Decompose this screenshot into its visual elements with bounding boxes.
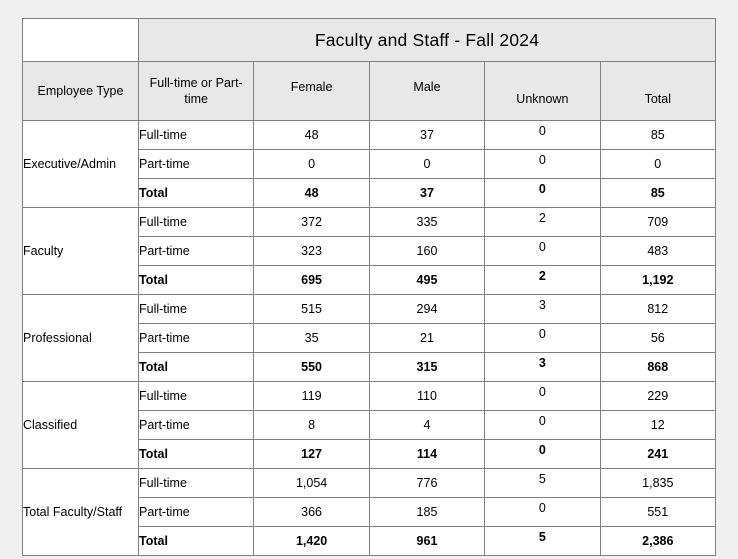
cell-male: 185 xyxy=(369,498,484,527)
cell-male: 114 xyxy=(369,440,484,469)
row-label-ft-pt: Full-time xyxy=(139,382,254,411)
cell-total: 229 xyxy=(600,382,715,411)
group-label: Professional xyxy=(23,295,139,382)
group-label: Classified xyxy=(23,382,139,469)
table-row xyxy=(23,295,716,324)
cell-female: 0 xyxy=(254,150,369,179)
column-header-unknown xyxy=(485,62,600,121)
cell-female: 8 xyxy=(254,411,369,440)
column-header-female-label: Female xyxy=(290,79,333,94)
cell-unknown-value: 5 xyxy=(538,530,546,544)
cell-unknown xyxy=(485,237,600,266)
cell-male: 37 xyxy=(369,179,484,208)
cell-total: 483 xyxy=(600,237,715,266)
group-label: Faculty xyxy=(23,208,139,295)
cell-total: 1,192 xyxy=(600,266,715,295)
cell-female: 366 xyxy=(254,498,369,527)
cell-female: 550 xyxy=(254,353,369,382)
cell-unknown xyxy=(485,498,600,527)
column-header-total-label: Total xyxy=(644,91,671,106)
row-label-ft-pt: Part-time xyxy=(139,237,254,266)
cell-total: 868 xyxy=(600,353,715,382)
row-label-ft-pt: Total xyxy=(139,179,254,208)
faculty-staff-table xyxy=(22,18,716,556)
cell-total: 241 xyxy=(600,440,715,469)
column-header-male xyxy=(369,62,484,121)
cell-unknown xyxy=(485,353,600,382)
column-header-unknown-label: Unknown xyxy=(516,91,569,106)
cell-total: 709 xyxy=(600,208,715,237)
row-label-ft-pt: Total xyxy=(139,527,254,556)
cell-female: 1,054 xyxy=(254,469,369,498)
row-label-ft-pt: Part-time xyxy=(139,411,254,440)
cell-female: 323 xyxy=(254,237,369,266)
cell-male: 776 xyxy=(369,469,484,498)
cell-male: 961 xyxy=(369,527,484,556)
row-label-ft-pt: Total xyxy=(139,440,254,469)
row-label-ft-pt: Full-time xyxy=(139,295,254,324)
cell-unknown-value: 0 xyxy=(538,414,546,428)
cell-total: 812 xyxy=(600,295,715,324)
row-label-ft-pt: Part-time xyxy=(139,324,254,353)
cell-male: 294 xyxy=(369,295,484,324)
cell-unknown xyxy=(485,440,600,469)
cell-unknown xyxy=(485,382,600,411)
cell-total: 551 xyxy=(600,498,715,527)
row-label-ft-pt: Part-time xyxy=(139,150,254,179)
cell-unknown xyxy=(485,208,600,237)
cell-female: 372 xyxy=(254,208,369,237)
cell-male: 495 xyxy=(369,266,484,295)
cell-unknown-value: 2 xyxy=(538,269,546,283)
cell-unknown xyxy=(485,266,600,295)
table-row xyxy=(23,121,716,150)
cell-male: 37 xyxy=(369,121,484,150)
cell-total: 0 xyxy=(600,150,715,179)
cell-male: 4 xyxy=(369,411,484,440)
cell-unknown-value: 0 xyxy=(538,385,546,399)
cell-female: 48 xyxy=(254,121,369,150)
cell-unknown-value: 0 xyxy=(538,327,546,341)
cell-unknown xyxy=(485,179,600,208)
cell-unknown xyxy=(485,411,600,440)
row-label-ft-pt: Full-time xyxy=(139,121,254,150)
cell-male: 0 xyxy=(369,150,484,179)
cell-female: 1,420 xyxy=(254,527,369,556)
cell-unknown-value: 0 xyxy=(538,501,546,515)
cell-unknown xyxy=(485,150,600,179)
title-blank-cell xyxy=(23,19,139,62)
table-body xyxy=(23,19,716,556)
column-header-male-label: Male xyxy=(413,79,441,94)
cell-unknown-value: 3 xyxy=(538,356,546,370)
cell-total: 56 xyxy=(600,324,715,353)
cell-unknown-value: 0 xyxy=(538,124,546,138)
cell-female: 48 xyxy=(254,179,369,208)
cell-unknown-value: 5 xyxy=(538,472,546,486)
cell-unknown xyxy=(485,527,600,556)
cell-unknown-value: 0 xyxy=(538,153,546,167)
row-label-ft-pt: Total xyxy=(139,266,254,295)
cell-unknown-value: 0 xyxy=(538,182,546,196)
cell-female: 515 xyxy=(254,295,369,324)
cell-total: 1,835 xyxy=(600,469,715,498)
cell-unknown xyxy=(485,295,600,324)
cell-total: 12 xyxy=(600,411,715,440)
cell-male: 21 xyxy=(369,324,484,353)
group-label: Total Faculty/Staff xyxy=(23,469,139,556)
row-label-ft-pt: Part-time xyxy=(139,498,254,527)
cell-male: 110 xyxy=(369,382,484,411)
cell-total: 85 xyxy=(600,179,715,208)
group-label: Executive/Admin xyxy=(23,121,139,208)
table-row xyxy=(23,208,716,237)
row-label-ft-pt: Full-time xyxy=(139,469,254,498)
title-row xyxy=(23,19,716,62)
header-row xyxy=(23,62,716,121)
cell-female: 35 xyxy=(254,324,369,353)
cell-unknown xyxy=(485,469,600,498)
cell-unknown-value: 0 xyxy=(538,240,546,254)
column-header-female xyxy=(254,62,369,121)
cell-total: 85 xyxy=(600,121,715,150)
table-row xyxy=(23,469,716,498)
cell-unknown xyxy=(485,324,600,353)
cell-unknown xyxy=(485,121,600,150)
row-label-ft-pt: Full-time xyxy=(139,208,254,237)
column-header-ft-pt: Full-time or Part-time xyxy=(139,62,254,121)
page-title: Faculty and Staff - Fall 2024 xyxy=(139,19,716,62)
cell-male: 160 xyxy=(369,237,484,266)
cell-unknown-value: 0 xyxy=(538,443,546,457)
cell-female: 119 xyxy=(254,382,369,411)
cell-total: 2,386 xyxy=(600,527,715,556)
column-header-total xyxy=(600,62,715,121)
column-header-employee-type: Employee Type xyxy=(23,62,139,121)
cell-female: 695 xyxy=(254,266,369,295)
row-label-ft-pt: Total xyxy=(139,353,254,382)
cell-unknown-value: 2 xyxy=(538,211,546,225)
table-row xyxy=(23,382,716,411)
cell-male: 315 xyxy=(369,353,484,382)
cell-unknown-value: 3 xyxy=(538,298,546,312)
cell-male: 335 xyxy=(369,208,484,237)
cell-female: 127 xyxy=(254,440,369,469)
